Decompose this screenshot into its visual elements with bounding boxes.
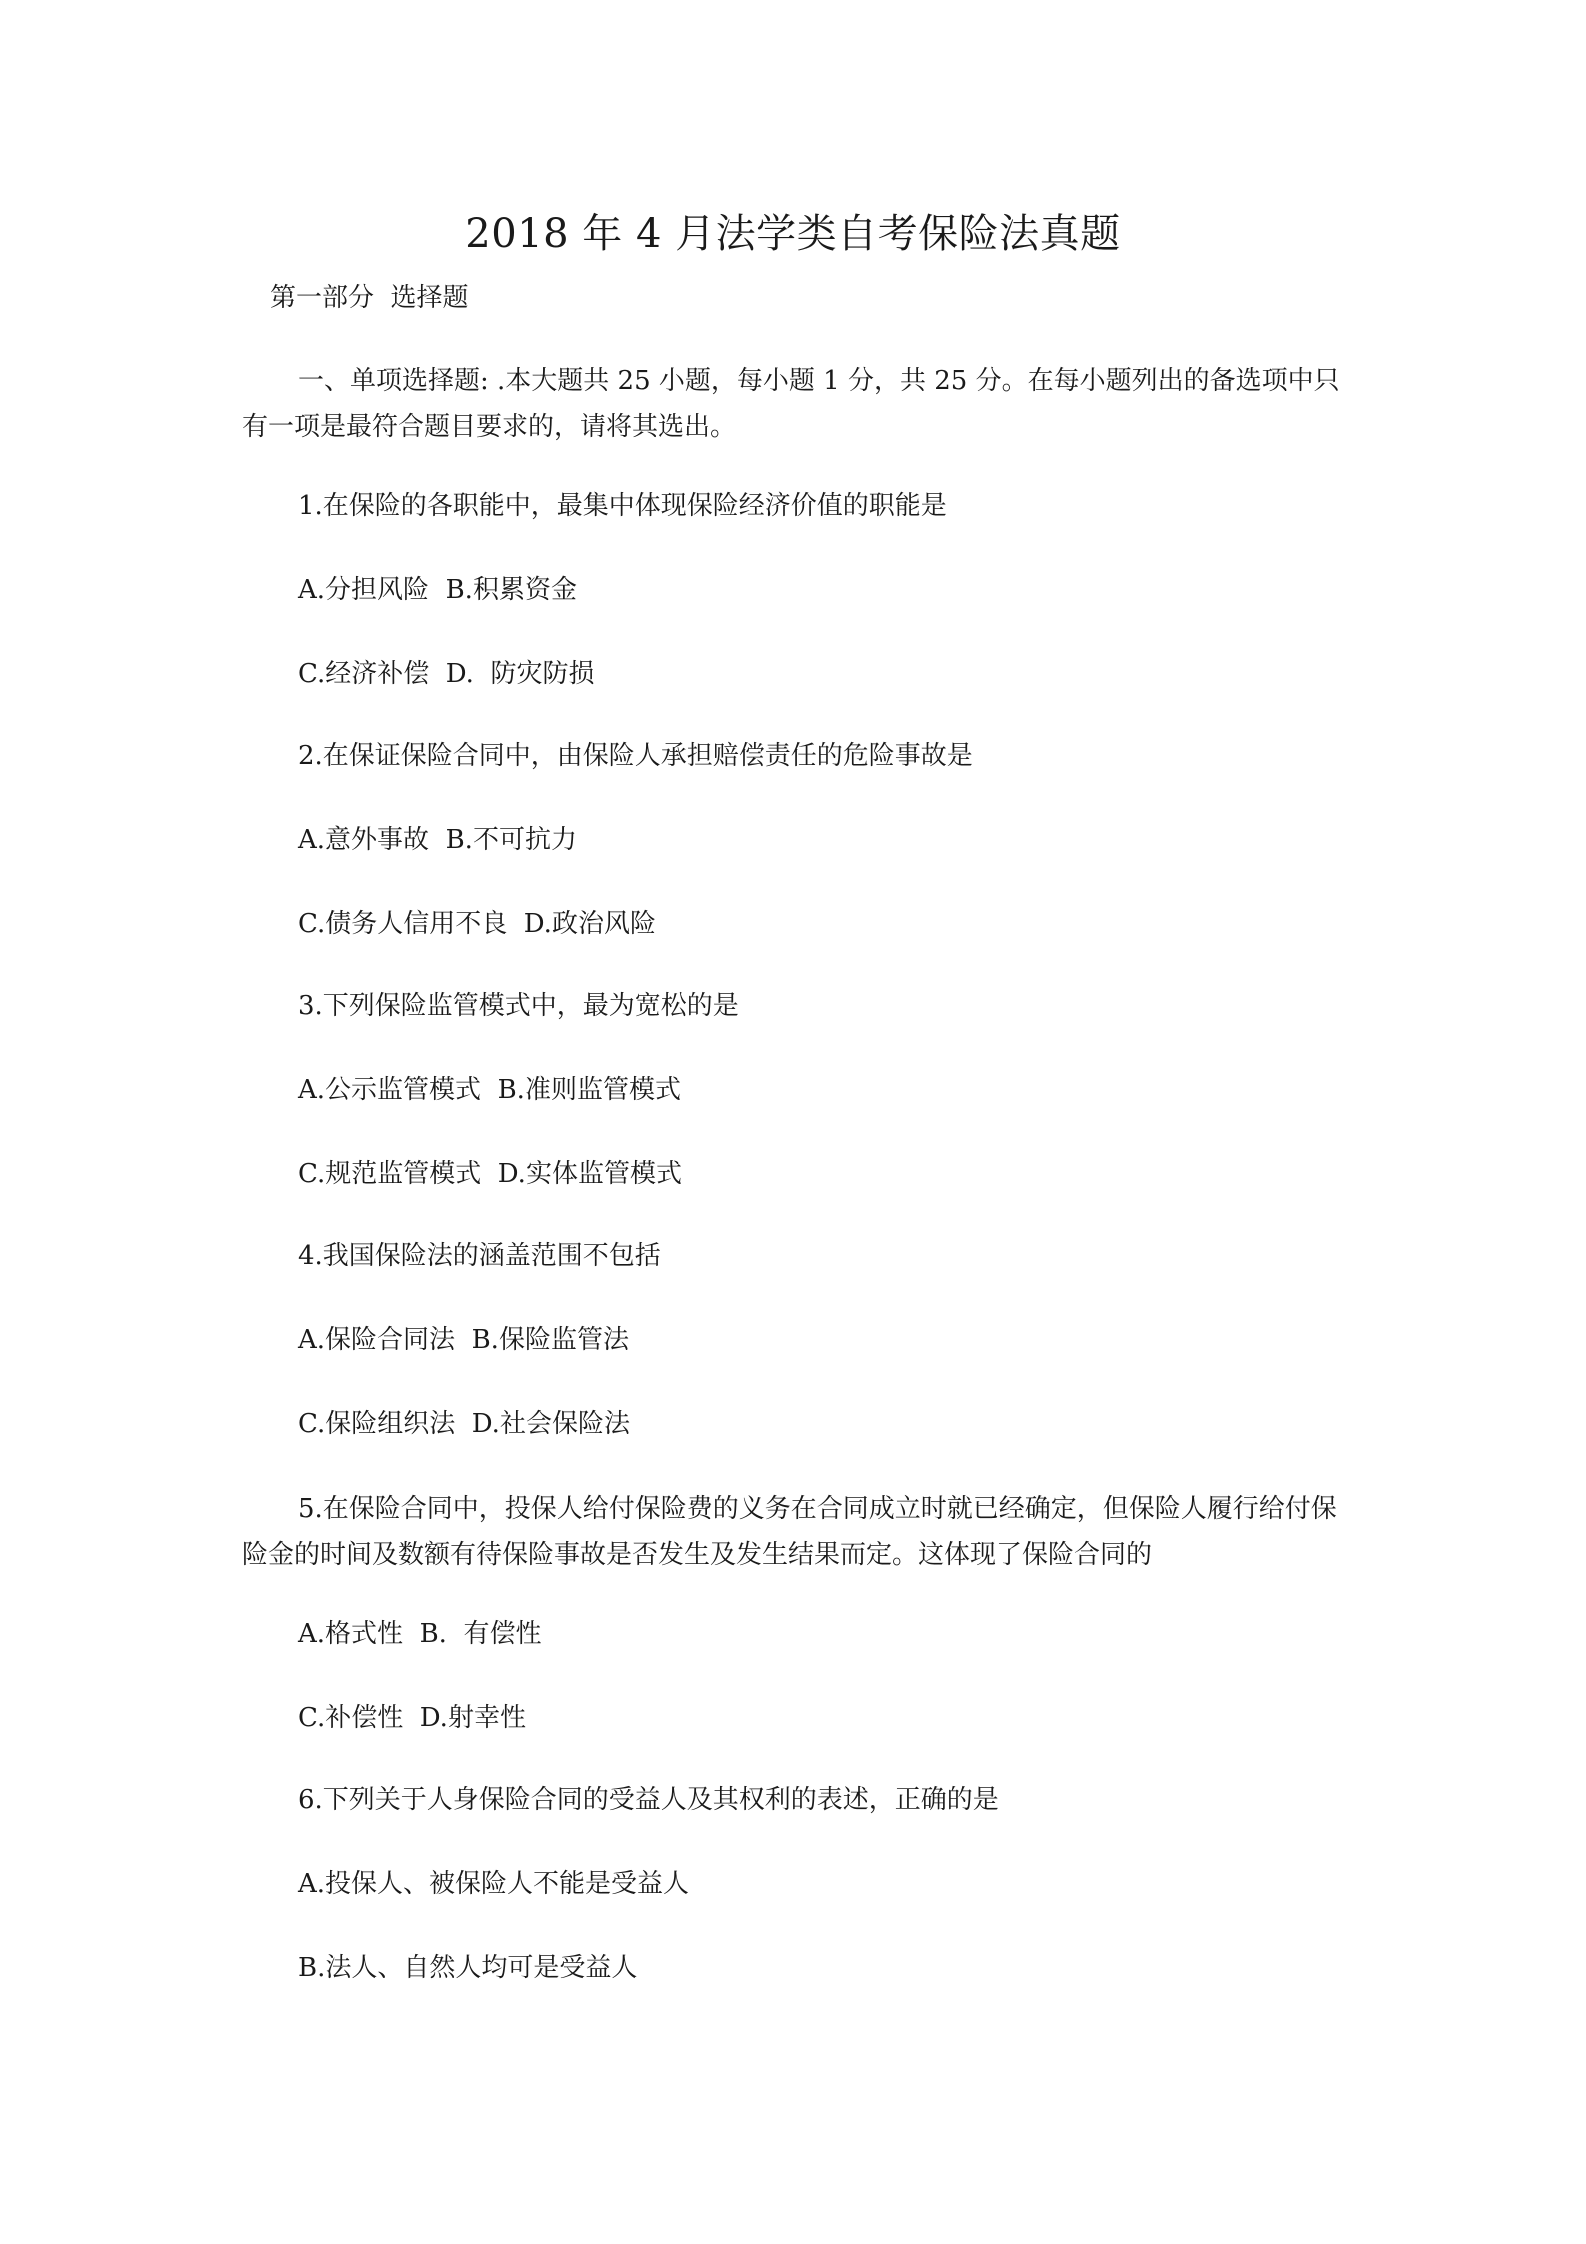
question-5-options-cd: C.补偿性 D.射幸性 (298, 1703, 526, 1733)
question-6-stem: 6.下列关于人身保险合同的受益人及其权利的表述，正确的是 (298, 1785, 999, 1815)
question-4-options-cd: C.保险组织法 D.社会保险法 (298, 1409, 630, 1439)
section-heading: 第一部分 选择题 (270, 283, 469, 313)
question-1-stem: 1.在保险的各职能中，最集中体现保险经济价值的职能是 (298, 491, 947, 521)
page-title: 2018 年 4 月法学类自考保险法真题 (465, 211, 1121, 257)
question-4-options-ab: A.保险合同法 B.保险监管法 (298, 1325, 629, 1355)
question-2-options-cd: C.债务人信用不良 D.政治风险 (298, 909, 656, 939)
question-2-options-ab: A.意外事故 B.不可抗力 (298, 825, 577, 855)
question-5-options-ab: A.格式性 B. 有偿性 (298, 1619, 542, 1649)
question-1-options-ab: A.分担风险 B.积累资金 (298, 575, 577, 605)
question-6-option-a: A.投保人、被保险人不能是受益人 (298, 1869, 690, 1899)
question-3-stem: 3.下列保险监管模式中，最为宽松的是 (298, 991, 739, 1021)
question-2-stem: 2.在保证保险合同中，由保险人承担赔偿责任的危险事故是 (298, 741, 973, 771)
instructions-paragraph: 一、单项选择题: .本大题共 25 小题，每小题 1 分，共 25 分。在每小题列出的备选项中只有一项是最符合题目要求的，请将其选出。 (242, 366, 1340, 442)
question-5-stem: 5.在保险合同中，投保人给付保险费的义务在合同成立时就已经确定，但保险人履行给付保险金的时间及数额有待保险事故是否发生及发生结果而定。这体现了保险合同的 (242, 1494, 1337, 1570)
question-1-options-cd: C.经济补偿 D. 防灾防损 (298, 659, 595, 689)
question-3-options-ab: A.公示监管模式 B.准则监管模式 (298, 1075, 681, 1105)
question-6-option-b: B.法人、自然人均可是受益人 (298, 1953, 638, 1983)
question-4-stem: 4.我国保险法的涵盖范围不包括 (298, 1241, 661, 1271)
question-3-options-cd: C.规范监管模式 D.实体监管模式 (298, 1159, 682, 1189)
